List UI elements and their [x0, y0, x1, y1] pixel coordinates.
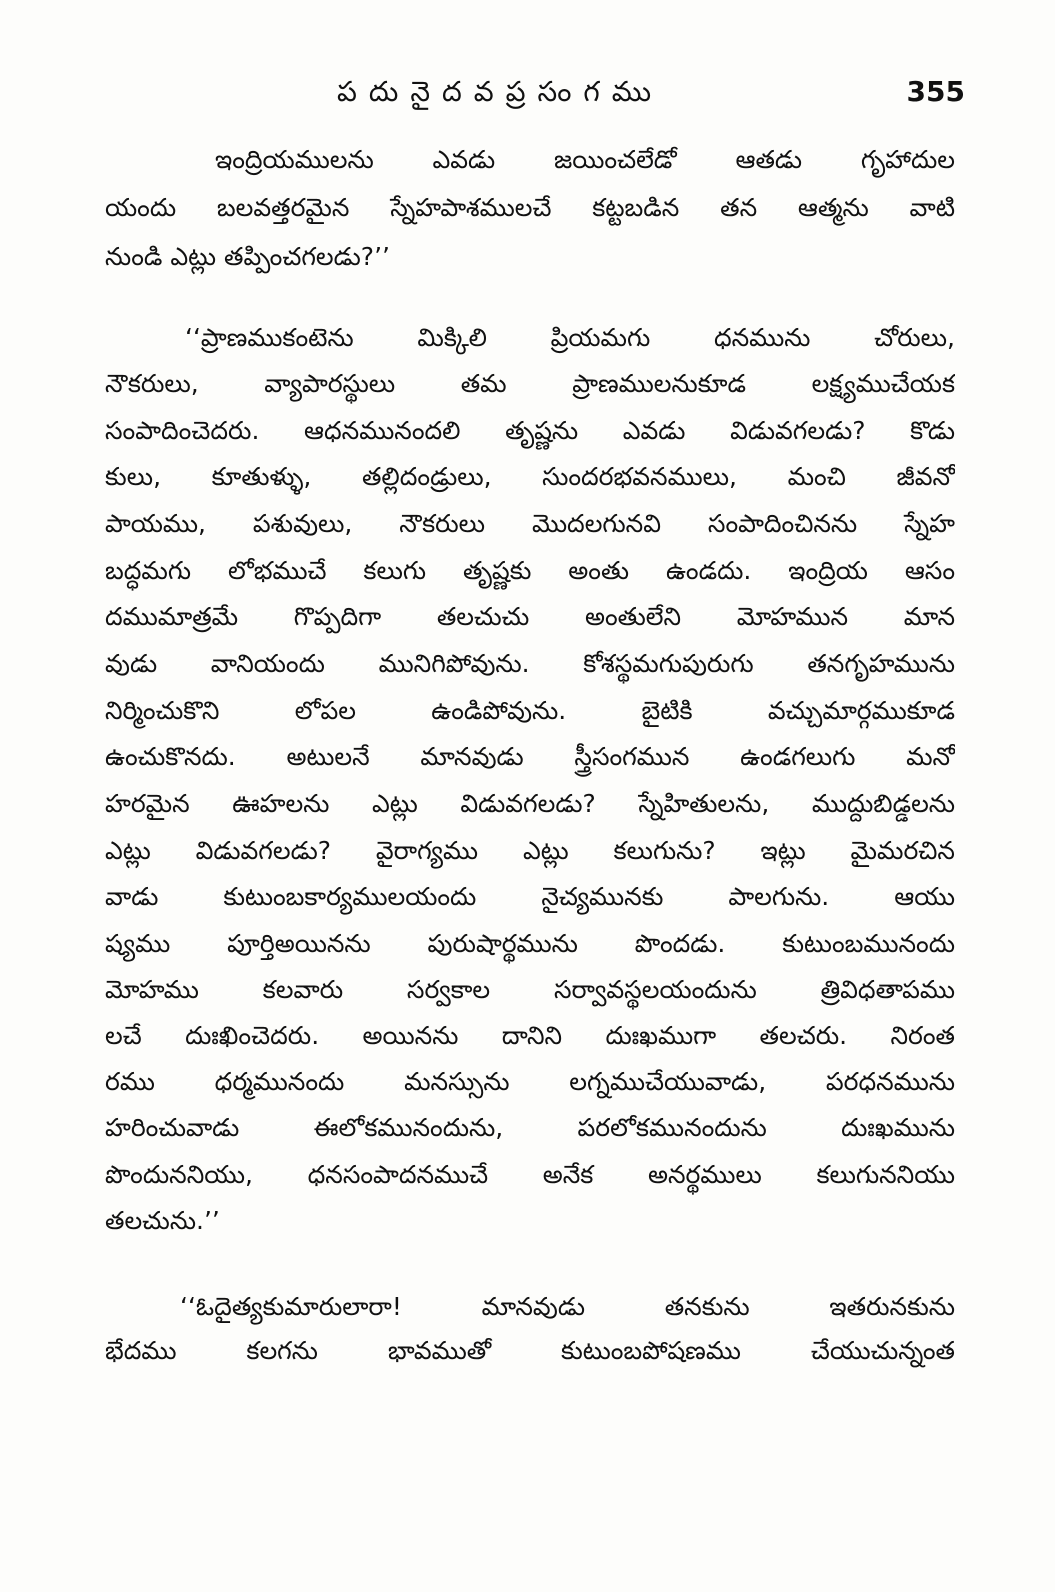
text-line: దముమాత్రమే గొప్పదిగా తలచుచు అంతులేని మోహమున మాన — [105, 602, 955, 631]
text-line: ‘‘ప్రాణముకంటెను మిక్కిలి ప్రియమగు ధనమును చోరులు, — [185, 323, 955, 352]
text-line: పాయము, పశువులు, నౌకరులు మొదలగునవి సంపాదించినను స్నేహ — [105, 509, 955, 538]
text-line: కులు, కూతుళ్ళు, తల్లిదండ్రులు, సుందరభవనములు, మంచి జీవనో — [105, 462, 955, 491]
running-header-title: పదునైదవప్రసంగము — [336, 75, 664, 108]
text-line: ‘‘ఓదైత్యకుమారులారా! మానవుడు తనకును ఇతరునకును — [180, 1292, 955, 1321]
text-line: భేదము కలగను భావముతో కుటుంబపోషణము చేయుచున్నంత — [105, 1336, 955, 1365]
text-line: లచే దుఃఖించెదరు. అయినను దానిని దుఃఖముగా తలచరు. నిరంత — [105, 1021, 955, 1050]
text-line: యందు బలవత్తరమైన స్నేహపాశములచే కట్టబడిన తన ఆత్మను వాటి — [105, 193, 955, 222]
text-line: మోహము కలవారు సర్వకాల సర్వావస్థలయందును త్రివిధతాపము — [105, 975, 955, 1004]
text-line: నుండి ఎట్లు తప్పించగలడు?’’ — [105, 242, 390, 271]
text-line: పొందుననియు, ధనసంపాదనముచే అనేక అనర్థములు కలుగుననియు — [105, 1160, 955, 1189]
text-line: ఇంద్రియములను ఎవడు జయించలేడో ఆతడు గృహాదుల — [215, 145, 955, 174]
text-line: వాడు కుటుంబకార్యములయందు నైచ్యమునకు పాలగును. ఆయు — [105, 882, 955, 911]
text-line: ష్యము పూర్తిఅయినను పురుషార్థమును పొందడు. కుటుంబమునందు — [105, 929, 955, 958]
text-line: తలచును.’’ — [105, 1206, 220, 1235]
text-line: సంపాదించెదరు. ఆధనమునందలి తృష్ణను ఎవడు విడువగలడు? కొడు — [105, 416, 955, 445]
text-line: ఎట్లు విడువగలడు? వైరాగ్యము ఎట్లు కలుగును? ఇట్లు మైమరచిన — [105, 836, 955, 865]
page-number: 355 — [906, 75, 965, 108]
text-line: బద్ధమగు లోభముచే కలుగు తృష్ణకు అంతు ఉండదు. ఇంద్రియ ఆసం — [105, 556, 955, 585]
text-line: వుడు వానియందు మునిగిపోవును. కోశస్థమగుపురుగు తనగృహమును — [105, 649, 955, 678]
text-line: నిర్మించుకొని లోపల ఉండిపోవును. బైటికి వచ్చుమార్గముకూడ — [105, 696, 955, 725]
text-line: రము ధర్మమునందు మనస్సును లగ్నముచేయువాడు, పరధనమును — [105, 1067, 955, 1096]
text-line: హరమైన ఊహలను ఎట్లు విడువగలడు? స్నేహితులను, ముద్దుబిడ్డలను — [105, 789, 955, 818]
text-line: నౌకరులు, వ్యాపారస్థులు తమ ప్రాణములనుకూడ లక్ష్యముచేయక — [105, 369, 955, 398]
text-line: ఉంచుకొనదు. అటులనే మానవుడు స్త్రీసంగమున ఉండగలుగు మనో — [105, 742, 955, 771]
text-line: హరించువాడు ఈలోకమునందును, పరలోకమునందును దుఃఖమును — [105, 1113, 955, 1142]
